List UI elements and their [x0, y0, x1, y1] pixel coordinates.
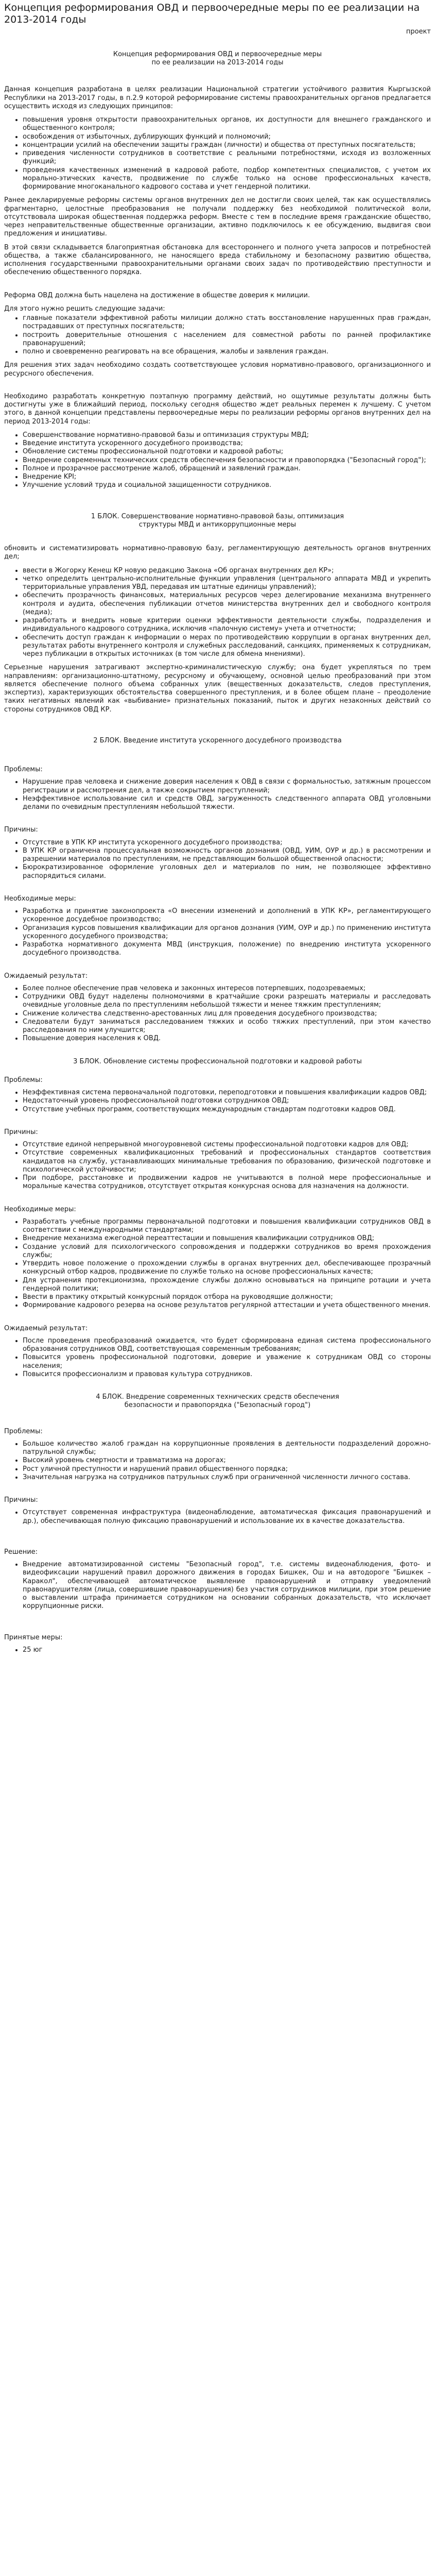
list-item: • приведения численности сотрудников в соответствие с реальными потребностями, исходя из возложенных функций; [23, 149, 431, 166]
section-2-title: 2 БЛОК. Введение института ускоренного досудебного производства [93, 736, 342, 744]
list-item: • Сотрудники ОВД будут наделены полномочиями в кратчайшие сроки разрешать материалы и расследовать очевидные уголовные дела по преступлениям небольшой тяжести и менее тяжким преступлениям; [23, 993, 431, 1010]
list-item: • ввести в Жогорку Кенеш КР новую редакцию Закона «Об органах внутренних дел КР»; [23, 567, 431, 575]
list-item: • Более полное обеспечение прав человека и законных интересов потерпевших, подозреваемых; [23, 985, 431, 993]
section-2-problems-list [4, 778, 431, 811]
list-item: • Внедрение современных технических средств обеспечения безопасности и правопорядка ("Безопасный город"); [23, 456, 431, 465]
list-item: • полно и своевременно реагировать на все обращения, жалобы и заявления граждан. [23, 348, 431, 356]
section-2-expected-label: Ожидаемый результат: [4, 972, 88, 980]
list-item: • главные показатели эффективной работы милиции должно стать восстановление нарушенных прав граждан, пострадавших от преступных посягательств; [23, 314, 431, 331]
list-item: • При подборе, расстановке и продвижении кадров не учитываются в полной мере профессиональные и моральные качества сотрудников, отсутствует открытая конкурсная основа для назначения на должности. [23, 1174, 431, 1191]
section-4-accepted-list [4, 1646, 431, 1654]
current-situation-paragraph: В этой связи складывается благоприятная обстановка для всестороннего и полного учета запросов и потребностей общества, а также сбалансированного, не наносящего вреда стабильному и безопасному развитию общества, исполнения государственными правоохранительными органами своих задач по противодействию преступности и обеспечению общественного порядка. [4, 243, 431, 277]
section-3-expected-label: Ожидаемый результат: [4, 1324, 88, 1332]
list-item: • обеспечить прозрачность финансовых, материальных ресурсов через делегирование механизма внутреннего контроля и аудита, обеспечения публикации отчетов министерства внутренних дел и свободного контроля (медиа); [23, 591, 431, 617]
section-3-expected-list [4, 1337, 431, 1379]
list-item: • Улучшение условий труда и социальной защищенности сотрудников. [23, 481, 431, 489]
section-4-problems-label: Проблемы: [4, 1427, 43, 1435]
section-3-problems-list [4, 1089, 431, 1114]
list-item: • После проведения преобразований ожидается, что будет сформирована единая система профессионального образования сотрудников ОВД, соответствующая современным требованиям; [23, 1337, 431, 1354]
list-item: • Большое количество жалоб граждан на коррупционные проявления в деятельности подразделений дорожно-патрульной службы; [23, 1440, 431, 1457]
earlier-reforms-paragraph: Ранее декларируемые реформы системы органов внутренних дел не достигли своих целей, так как осуществлялись фрагментарно, целостные преобразования не получали поддержку без необходимой политической воли, отсутствовала широкая общественная поддержка реформ. Вместе с тем в последние время гражданские общество, через неправительственные общественные организации, активно подключилось к ее обсуждению, выдвигая свои предложения и инициативы. [4, 196, 431, 238]
list-item: • освобождения от избыточных, дублирующих функций и полномочий; [23, 133, 431, 141]
list-item: • Высокий уровень смертности и травматизма на дорогах; [23, 1456, 431, 1465]
section-1-paragraph: Серьезные нарушения затрагивают экспертно-криминалистическую службу; она будет укрепляться по трем направлениям: организационно-штатному, ресурсному и обучающему, основной целью преобразований при этом является обеспечение полного объема собранных улик (вещественных доказательств, следов преступления, экспертиз), характеризующих обстоятельства совершенного преступления, и в более общем плане – преодоление таких негативных явлений как «выбивание» признательных показаний, пыток и других незаконных действий со стороны сотрудников ОВД КР. [4, 664, 431, 714]
section-3-causes-label: Причины: [4, 1128, 38, 1136]
section-3-needed-label: Необходимые меры: [4, 1205, 76, 1213]
list-item: • Повышение доверия населения к ОВД. [23, 1035, 431, 1043]
section-2-needed-list [4, 907, 431, 958]
section-2-causes-list [4, 839, 431, 880]
list-item: • Повысится уровень профессиональной подготовки, доверие и уважение к сотрудникам ОВД со стороны населения; [23, 1353, 431, 1370]
section-3-causes-list [4, 1141, 431, 1191]
intro-paragraph: Данная концепция разработана в целях реализации Национальной стратегии устойчивого развития Кыргызской Республики на 2013-2017 годы, в п.2.9 которой реформирование системы правоохранительных органов предлагается осуществить исходя из следующих принципов: [4, 86, 431, 110]
list-item: • Отсутствует современная инфраструктура (видеонаблюдение, автоматическая фиксация правонарушений и др.), обеспечивающая полную фиксацию правонарушений и использование их в качестве доказательства. [23, 1509, 431, 1526]
list-item: • 25 юг [23, 1646, 431, 1654]
list-item: • Внедрение механизма ежегодной переаттестации и повышения квалификации сотрудников ОВД; [23, 1234, 431, 1243]
section-4-problems-list [4, 1440, 431, 1482]
principles-list [4, 116, 431, 191]
list-item: • Полное и прозрачное рассмотрение жалоб, обращений и заявлений граждан. [23, 465, 431, 473]
list-item: • Разработка нормативного документа МВД (инструкция, положение) по внедрению института ускоренного досудебного производства. [23, 941, 431, 958]
list-item: • Неэффективная система первоначальной подготовки, переподготовки и повышения квалификации кадров ОВД; [23, 1089, 431, 1097]
list-item: • Для устранения протекционизма, прохождение службы должно основываться на принципе ротации и учета гендерной политики; [23, 1277, 431, 1294]
section-2-needed-label: Необходимые меры: [4, 894, 76, 903]
list-item: • Снижение количества следственно-арестованных лиц для проведения досудебного производства; [23, 1010, 431, 1018]
section-4-solution-list [4, 1561, 431, 1611]
list-item: • концентрации усилий на обеспечении защиты граждан (личности) и общества от преступных посягательств; [23, 141, 431, 149]
tasks-intro: Для этого нужно решить следующие задачи: [4, 304, 165, 313]
section-2-causes-label: Причины: [4, 826, 38, 834]
list-item: • Внедрение автоматизированной системы "Безопасный город", т.е. системы видеонаблюдения, фото- и видеофиксации нарушений правил дорожного движения в городах Бишкек, Ош и на автодороге "Бишкек – Каракол", обеспечивающей автоматическое выявление правонарушений и отправку уведомлений правонарушителям (лица, совершившие правонарушения) без участия сотрудников милиции, при этом решение о выставлении штрафа принимается сотрудником на основании собранных доказательств, что исключает коррупционные риски. [23, 1561, 431, 1611]
list-item: • Внедрение KPI; [23, 473, 431, 481]
list-item: • Разработать учебные программы первоначальной подготовки и повышения квалификации сотрудников ОВД в соответствии с международными стандартами; [23, 1218, 431, 1235]
section-2-problems-label: Проблемы: [4, 766, 43, 774]
doc-title-line-1: Концепция реформирования ОВД и первоочередные меры [113, 50, 322, 58]
list-item: • проведения качественных изменений в кадровой работе, подбор компетентных специалистов, с учетом их морально-этических качеств, продвижение по службе только на основе профессиональных качеств, формирование многоканального кадрового состава и учет гендерной политики. [23, 166, 431, 192]
list-item: • обеспечить доступ граждан к информации о мерах по противодействию коррупции в органах внутренних дел, результатах работы внутреннего контроля и служебных расследований, санкциях, применяемых к сотрудникам, через публикации в открытых источниках (в том числе для обмена мнениями). [23, 634, 431, 659]
solve-paragraph: Для решения этих задач необходимо создать соответствующее условия нормативно-правового, организационного и ресурсного обеспечения. [4, 361, 431, 378]
list-item: • повышения уровня открытости правоохранительных органов, их доступности для внешнего гражданского и общественного контроля; [23, 116, 431, 133]
list-item: • Повысится профессионализм и правовая культура сотрудников. [23, 1370, 431, 1379]
section-4-title-line-2: безопасности и правопорядка ("Безопасный город") [124, 1401, 311, 1410]
goal-paragraph: Реформа ОВД должна быть нацелена на достижение в обществе доверия к милиции. [4, 291, 310, 299]
list-item: • Ввести в практику открытый конкурсный порядок отбора на руководящие должности; [23, 1293, 431, 1301]
list-item: • Отсутствие в УПК КР института ускоренного досудебного производства; [23, 839, 431, 847]
list-item: • Отсутствие единой непрерывной многоуровневой системы профессиональной подготовки кадров для ОВД; [23, 1141, 431, 1149]
section-4-causes-label: Причины: [4, 1496, 38, 1504]
list-item: • Утвердить новое положение о прохождении службы в органах внутренних дел, обеспечивающее прозрачный конкурсный отбор кадров, продвижение по службе только на основе профессиональных качеств; [23, 1260, 431, 1277]
section-1-list [4, 567, 431, 659]
section-4-title-line-1: 4 БЛОК. Внедрение современных технических средств обеспечения [96, 1393, 339, 1401]
list-item: • Создание условий для психологического сопровождения и поддержки сотрудников во время прохождения службы; [23, 1243, 431, 1260]
list-item: • Обновление системы профессиональной подготовки и кадровой работы; [23, 448, 431, 456]
list-item: • Совершенствование нормативно-правовой базы и оптимизация структуры МВД; [23, 431, 431, 439]
list-item: • Разработка и принятие законопроекта «О внесении изменений и дополнений в УПК КР», регламентирующего ускоренное досудебное производство; [23, 907, 431, 924]
tasks-list [4, 314, 431, 356]
section-4-accepted-label: Принятые меры: [4, 1633, 63, 1641]
list-item: • В УПК КР ограничена процессуальная возможность органов дознания (ОВД, УИМ, ОУР и др.) в рассмотрении и разрешении материалов по преступлениям, не представляющим большой общественной опасности; [23, 847, 431, 864]
section-3-problems-label: Проблемы: [4, 1076, 43, 1084]
section-3-needed-list [4, 1218, 431, 1310]
list-item: • Отсутствие учебных программ, соответствующих международным стандартам подготовки кадров ОВД. [23, 1106, 431, 1114]
list-item: • Значительная нагрузка на сотрудников патрульных служб при ограниченной численности личного состава. [23, 1473, 431, 1482]
list-item: • Отсутствие современных квалификационных требований и профессиональных стандартов соответствия кандидатов на службу, устанавливающих минимальные требования по образованию, физической подготовке и психологической устойчивости; [23, 1149, 431, 1174]
list-item: • разработать и внедрить новые критерии оценки эффективности деятельности службы, подразделения и индивидуального кадрового сотрудника, исключив «палочную систему» учета и отчетности; [23, 617, 431, 634]
page-title: Концепция реформирования ОВД и первоочередные меры по ее реализации на 2013-2014 годы [4, 2, 420, 25]
section-3-title: 3 БЛОК. Обновление системы профессиональной подготовки и кадровой работы [73, 1057, 362, 1065]
doc-title-line-2: по ее реализации на 2013-2014 годы [151, 59, 284, 67]
needed-paragraph: Необходимо разработать конкретную поэтапную программу действий, но ощутимые результаты должны быть достигнуты уже в ближайший период, поскольку сегодня общество ждет реальных перемен к лучшему. С учетом этого, в данной концепции представлены первоочередные меры по реализации реформы органов внутренних дел на период 2013-2014 годы: [4, 392, 431, 426]
section-4-causes-list [4, 1509, 431, 1526]
section-1-title-line-1: 1 БЛОК. Совершенствование нормативно-правовой базы, оптимизация [91, 512, 344, 520]
list-item: • Формирование кадрового резерва на основе результатов регулярной аттестации и учета общественного мнения. [23, 1301, 431, 1310]
list-item: • Следователи будут заниматься расследованием тяжких и особо тяжких преступлений, при этом качество расследования по ним улучшится; [23, 1018, 431, 1035]
draft-label: проект [406, 27, 431, 36]
list-item: • Неэффективное использование сил и средств ОВД, загруженность следственного аппарата ОВД уголовными делами по очевидным преступлениям небольшой тяжести. [23, 795, 431, 812]
list-item: • построить доверительные отношения с населением для совместной работы по ранней профилактике правонарушений; [23, 331, 431, 348]
list-item: • Недостаточный уровень профессиональной подготовки сотрудников ОВД; [23, 1097, 431, 1105]
section-1-title-line-2: структуры МВД и антикоррупционные меры [138, 520, 297, 529]
list-item: • Бюрократизированное оформление уголовных дел и материалов по ним, не позволяющее эффективно распорядиться силами. [23, 863, 431, 880]
measures-list [4, 431, 431, 490]
list-item: • Нарушение прав человека и снижение доверия населения к ОВД в связи с формальностью, затяжным процессом регистрации и рассмотрения дел, а также сокрытием преступлений; [23, 778, 431, 795]
section-2-expected-list [4, 985, 431, 1043]
list-item: • Введение института ускоренного досудебного производства; [23, 439, 431, 448]
section-1-intro: обновить и систематизировать нормативно-правовую базу, регламентирующую деятельность органов внутренних дел; [4, 545, 431, 561]
section-4-solution-label: Решение: [4, 1548, 38, 1556]
list-item: • четко определить центрально-исполнительные функции управления (центрального аппарата МВД и укрепить территориальные управления УВД, передавая им штатные единицы управлений); [23, 575, 431, 592]
list-item: • Рост уличной преступности и нарушений правил общественного порядка; [23, 1465, 431, 1473]
list-item: • Организация курсов повышения квалификации для органов дознания (УИМ, ОУР и др.) по применению института ускоренного досудебного производства; [23, 924, 431, 941]
